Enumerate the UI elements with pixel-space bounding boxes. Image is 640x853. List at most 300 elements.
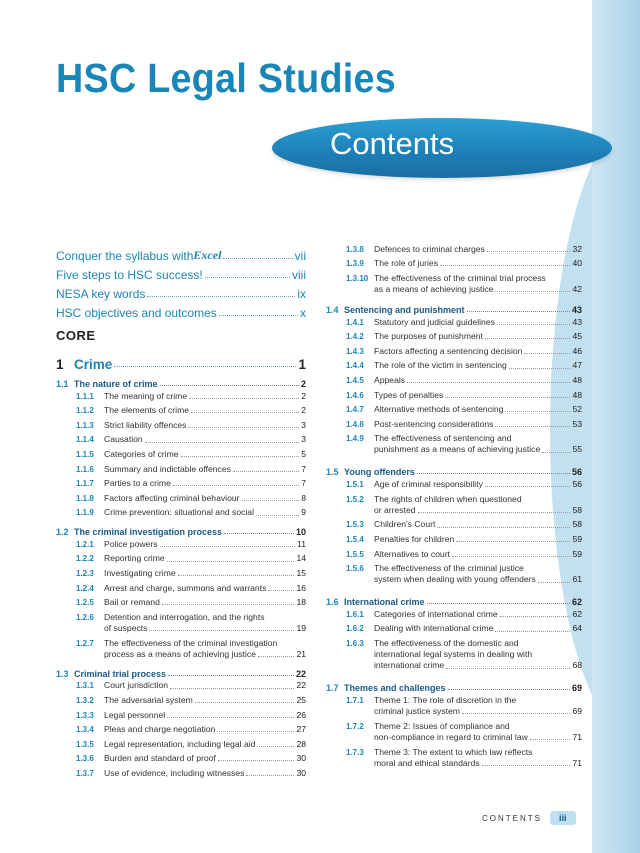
- toc-left-column: [56, 244, 306, 781]
- subsection-text: [374, 258, 582, 269]
- leader-dots: [542, 452, 570, 453]
- subsection-title-line: of suspects: [104, 622, 148, 633]
- chapter-number: 1: [56, 357, 64, 372]
- subsection-text: [374, 563, 582, 585]
- subsection-title-lastline: [104, 391, 306, 402]
- subsection-entry[interactable]: [76, 433, 306, 448]
- subsection-title-line: The rights of children when questioned: [374, 493, 522, 504]
- subsection-page: 59: [572, 533, 582, 544]
- subsection-entry[interactable]: [76, 693, 306, 708]
- subsection-title-line: or arrested: [374, 504, 416, 515]
- subsection-title-line: Appeals: [374, 374, 406, 385]
- subsection-title-lastline: [104, 405, 306, 416]
- subsection-title-lastline: [374, 706, 582, 717]
- leader-dots: [205, 277, 290, 278]
- subsection-page: 40: [572, 258, 582, 269]
- section-title: The nature of crime: [74, 379, 158, 389]
- subsection-title-lastline: [104, 583, 306, 594]
- subsection-page: 56: [572, 479, 582, 490]
- leader-dots: [427, 603, 570, 604]
- subsection-number: 1.1.2: [76, 406, 94, 416]
- subsection-text: [374, 375, 582, 386]
- right-sections: [326, 300, 582, 771]
- subsection-entry[interactable]: [346, 402, 582, 417]
- subsection-entry[interactable]: [346, 373, 582, 388]
- subsection-title-lastline: [104, 478, 306, 489]
- subsection-page: 55: [572, 444, 582, 455]
- leader-dots: [446, 668, 570, 669]
- subsection-number: 1.4.8: [346, 419, 364, 429]
- subsection-title-lastline: [104, 753, 306, 764]
- subsection-text: [104, 405, 306, 416]
- subsection-entry[interactable]: [76, 447, 306, 462]
- subsection-entry[interactable]: [346, 492, 582, 518]
- subsection-text: [374, 244, 582, 255]
- subsection-title-line: The effectiveness of the criminal justice: [374, 563, 524, 574]
- subsection-title-line: moral and ethical standards: [374, 757, 480, 768]
- subsection-number: 1.3.7: [76, 768, 94, 778]
- front-matter-entry[interactable]: [56, 282, 306, 301]
- subsection-title-line: Reporting crime: [104, 553, 165, 564]
- leader-dots: [149, 630, 294, 631]
- section-number: 1.7: [326, 683, 339, 694]
- subsection-title-line: Detention and interrogation, and the rights: [104, 611, 265, 622]
- section-title: International crime: [344, 597, 425, 608]
- subsection-number: 1.6.1: [346, 609, 364, 619]
- subsection-number: 1.4.1: [346, 317, 364, 327]
- subsection-entry[interactable]: [76, 462, 306, 477]
- leader-dots: [167, 561, 295, 562]
- leader-dots: [233, 471, 299, 472]
- subsection-entry[interactable]: [76, 476, 306, 491]
- subsection-number: 1.4.6: [346, 390, 364, 400]
- subsection-entry[interactable]: [76, 708, 306, 723]
- subsection-title-line: Factors affecting a sentencing decision: [374, 345, 523, 356]
- subsection-page: 46: [572, 345, 582, 356]
- leader-dots: [445, 397, 570, 398]
- subsection-title-line: Strict liability offences: [104, 419, 187, 430]
- subsection-number: 1.1.1: [76, 391, 94, 401]
- leader-dots: [485, 486, 571, 487]
- leader-dots: [495, 631, 570, 632]
- subsection-text: [374, 609, 582, 620]
- subsection-page: 42: [572, 284, 582, 295]
- subsection-text: [104, 583, 306, 594]
- subsection-text: [104, 539, 306, 550]
- subsection-title-line: The role of juries: [374, 258, 439, 269]
- subsection-entry[interactable]: [346, 719, 582, 745]
- subsection-number: 1.3.3: [76, 710, 94, 720]
- subsection-text: [374, 404, 582, 415]
- subsection-page: 61: [572, 574, 582, 585]
- subsection-title-lastline: [374, 574, 582, 585]
- subsection-number: 1.5.1: [346, 480, 364, 490]
- subsection-title-lastline: [104, 449, 306, 460]
- subsection-title-lastline: [374, 284, 582, 295]
- subsection-number: 1.5.5: [346, 549, 364, 559]
- subsection-title-line: Legal personnel: [104, 709, 166, 720]
- subsection-title-line: Alternatives to court: [374, 548, 450, 559]
- subsection-page: 45: [572, 331, 582, 342]
- subsection-title-line: international crime: [374, 660, 445, 671]
- subsection-page: 15: [296, 568, 306, 579]
- subsection-entry[interactable]: [76, 722, 306, 737]
- subsection-number: 1.1.7: [76, 479, 94, 489]
- subsection-number: 1.2.3: [76, 569, 94, 579]
- subsection-entry[interactable]: [346, 607, 582, 622]
- subsection-text: [104, 434, 306, 445]
- subsection-page: 69: [572, 706, 582, 717]
- subsection-number: 1.7.3: [346, 747, 364, 757]
- leader-dots: [467, 311, 570, 312]
- leader-dots: [268, 590, 294, 591]
- leader-dots: [418, 512, 571, 513]
- subsection-text: [104, 680, 306, 691]
- subsection-number: 1.6.2: [346, 624, 364, 634]
- chapter-entry[interactable]: [56, 350, 306, 372]
- subsection-number: 1.4.2: [346, 332, 364, 342]
- leader-dots: [257, 746, 294, 747]
- section-entry[interactable]: [326, 462, 582, 477]
- entry-title: HSC objectives and outcomes: [56, 306, 217, 320]
- subsection-entry[interactable]: [346, 330, 582, 345]
- subsection-page: 43: [572, 316, 582, 327]
- subsection-number: 1.3.8: [346, 244, 364, 254]
- subsection-text: [374, 419, 582, 430]
- leader-dots: [509, 368, 571, 369]
- section-number: 1.2: [56, 527, 69, 538]
- leader-dots: [224, 533, 294, 534]
- subsection-number: 1.5.2: [346, 494, 364, 504]
- subsection-entry[interactable]: [346, 693, 582, 719]
- subsection-title-line: Categories of crime: [104, 449, 179, 459]
- subsection-text: [374, 479, 582, 490]
- subsection-title-lastline: [374, 258, 582, 269]
- subsection-number: 1.5.3: [346, 520, 364, 530]
- leader-dots: [500, 616, 571, 617]
- section-entry[interactable]: [56, 522, 306, 537]
- subsection-text: [104, 710, 306, 721]
- subsection-number: 1.1.3: [76, 420, 94, 430]
- subsection-title-lastline: [374, 404, 582, 415]
- subsection-title-lastline: [374, 505, 582, 516]
- subsection-title-lastline: [104, 420, 306, 431]
- subsection-title-lastline: [104, 649, 306, 660]
- subsection-entry[interactable]: [346, 518, 582, 533]
- subsection-title-lastline: [104, 739, 306, 750]
- leader-dots: [440, 265, 570, 266]
- subsection-text: [104, 695, 306, 706]
- subsection-entry[interactable]: [346, 561, 582, 587]
- subsection-entry[interactable]: [346, 388, 582, 403]
- subsection-page: 53: [572, 418, 582, 429]
- subsection-number: 1.4.4: [346, 361, 364, 371]
- subsection-text: [374, 494, 582, 516]
- subsection-title-lastline: [104, 680, 306, 691]
- subsection-title-line: Crime prevention: situational and social: [104, 507, 254, 518]
- subsection-page: 47: [572, 360, 582, 371]
- subsection-text: [104, 612, 306, 634]
- section-page: 56: [571, 467, 582, 478]
- subsection-text: [374, 317, 582, 328]
- section-page: 43: [571, 304, 582, 315]
- subsection-number: 1.6.3: [346, 639, 364, 649]
- leader-dots: [242, 500, 300, 501]
- subsection-entry[interactable]: [76, 418, 306, 433]
- subsection-entry[interactable]: [76, 404, 306, 419]
- subsection-text: [104, 753, 306, 764]
- subsection-entry[interactable]: [76, 566, 306, 581]
- subsection-title-line: The elements of crime: [104, 405, 190, 416]
- entry-page: ix: [297, 287, 306, 301]
- subsection-entry[interactable]: [76, 636, 306, 662]
- section-number: 1.3: [56, 668, 69, 679]
- subsection-page: 26: [296, 709, 306, 720]
- front-matter-list: [56, 244, 306, 320]
- subsection-entry[interactable]: [76, 581, 306, 596]
- subsection-entry[interactable]: [76, 596, 306, 611]
- subsection-title-line: Post-sentencing considerations: [374, 418, 494, 429]
- subsection-title-lastline: [374, 758, 582, 769]
- subsection-number: 1.2.6: [76, 612, 94, 622]
- entry-page: x: [300, 306, 306, 320]
- subsection-title-line: The effectiveness of the criminal investigation: [104, 637, 278, 648]
- section-entry[interactable]: [326, 678, 582, 693]
- section-number: 1.4: [326, 304, 339, 315]
- subsection-entry[interactable]: [346, 532, 582, 547]
- subsection-number: 1.3.6: [76, 754, 94, 764]
- leader-dots: [407, 382, 570, 383]
- leader-dots: [530, 739, 571, 740]
- subsection-page: 8: [301, 492, 306, 503]
- section-number: 1.6: [326, 597, 339, 608]
- subsection-title-lastline: [374, 317, 582, 328]
- subsection-title-line: Theme 1: The role of discretion in the: [374, 695, 517, 706]
- page-footer: [482, 811, 576, 825]
- subsection-page: 25: [296, 694, 306, 705]
- entry-page: vii: [294, 249, 306, 263]
- subsection-entry[interactable]: [76, 552, 306, 567]
- leader-dots: [452, 556, 570, 557]
- chapter-title: Crime: [74, 357, 113, 372]
- subsection-text: [374, 519, 582, 530]
- subsection-number: 1.4.5: [346, 375, 364, 385]
- leader-dots: [178, 575, 295, 576]
- subsection-entry[interactable]: [76, 679, 306, 694]
- subsection-title-line: Alternative methods of sentencing: [374, 404, 504, 415]
- left-sections: [56, 374, 306, 781]
- subsection-page: 64: [572, 623, 582, 634]
- subsection-page: 48: [572, 374, 582, 385]
- subsection-title-line: Categories of international crime: [374, 608, 498, 619]
- subsection-title-line: Types of penalties: [374, 389, 444, 400]
- subsection-entry[interactable]: [76, 737, 306, 752]
- subsection-title-line: The effectiveness of the domestic and: [374, 638, 519, 649]
- subsection-entry[interactable]: [346, 359, 582, 374]
- subsection-title-line: Children's Court: [374, 519, 436, 530]
- subsection-title-lastline: [374, 479, 582, 490]
- toc-right-column: [326, 242, 582, 771]
- front-matter-entry[interactable]: [56, 263, 306, 282]
- section-entry[interactable]: [326, 592, 582, 607]
- subsection-number: 1.2.2: [76, 554, 94, 564]
- subsection-number: 1.4.3: [346, 346, 364, 356]
- section-number: 1.5: [326, 467, 339, 478]
- subsection-page: 9: [301, 507, 306, 518]
- subsection-title-lastline: [104, 539, 306, 550]
- subsection-entry[interactable]: [346, 257, 582, 272]
- right-lead-subsections: [326, 242, 582, 297]
- subsection-text: [374, 638, 582, 672]
- subsection-title-line: Arrest and charge, summons and warrants: [104, 582, 267, 593]
- section-page: 69: [571, 683, 582, 694]
- section-page: 2: [300, 379, 306, 389]
- subsection-text: [104, 493, 306, 504]
- subsection-entry[interactable]: [76, 610, 306, 636]
- subsection-number: 1.4.9: [346, 434, 364, 444]
- subsection-title-lastline: [374, 419, 582, 430]
- subsection-page: 58: [572, 519, 582, 530]
- leader-dots: [497, 324, 571, 325]
- subsection-title-line: Court jurisdiction: [104, 680, 168, 691]
- subsection-page: 48: [572, 389, 582, 400]
- subsection-number: 1.3.10: [346, 273, 369, 283]
- subsection-number: 1.1.8: [76, 493, 94, 503]
- subsection-entry[interactable]: [346, 477, 582, 492]
- subsection-entry[interactable]: [76, 766, 306, 781]
- subsection-title-line: Investigating crime: [104, 568, 176, 579]
- subsection-title-lastline: [104, 493, 306, 504]
- subsection-title-line: punishment as a means of achieving justice: [374, 444, 541, 455]
- subsection-page: 2: [301, 405, 306, 416]
- subsection-page: 3: [301, 434, 306, 445]
- subsection-page: 58: [572, 504, 582, 515]
- subsection-number: 1.4.7: [346, 405, 364, 415]
- leader-dots: [417, 473, 570, 474]
- subsection-page: 18: [296, 597, 306, 608]
- section-entry[interactable]: [56, 374, 306, 389]
- subsection-text: [104, 507, 306, 518]
- subsection-title-line: Dealing with international crime: [374, 623, 494, 634]
- subsection-title-line: The effectiveness of sentencing and: [374, 433, 512, 444]
- subsection-entry[interactable]: [76, 752, 306, 767]
- subsection-number: 1.2.4: [76, 583, 94, 593]
- subsection-page: 21: [296, 648, 306, 659]
- entry-title: Conquer the syllabus with: [56, 249, 194, 263]
- front-matter-entry[interactable]: [56, 244, 306, 263]
- leader-dots: [160, 546, 296, 547]
- section-title: The criminal investigation process: [74, 527, 223, 538]
- leader-dots: [223, 258, 292, 259]
- subsection-page: 68: [572, 660, 582, 671]
- subsection-number: 1.1.6: [76, 464, 94, 474]
- leader-dots: [217, 731, 294, 732]
- subsection-title-line: international legal systems in dealing with: [374, 649, 533, 660]
- subsection-title-lastline: [374, 609, 582, 620]
- subsection-title-lastline: [374, 360, 582, 371]
- subsection-entry[interactable]: [76, 491, 306, 506]
- subsection-entry[interactable]: [346, 242, 582, 257]
- subsection-text: [104, 568, 306, 579]
- leader-dots: [173, 485, 299, 486]
- subsection-entry[interactable]: [346, 745, 582, 771]
- subsection-entry[interactable]: [346, 622, 582, 637]
- section-entry[interactable]: [326, 300, 582, 315]
- subsection-title-line: Parties to a crime: [104, 478, 171, 489]
- subsection-entry[interactable]: [346, 417, 582, 432]
- subsection-number: 1.3.5: [76, 739, 94, 749]
- leader-dots: [462, 713, 570, 714]
- section-title: Sentencing and punishment: [344, 304, 465, 315]
- subsection-text: [104, 449, 306, 460]
- subsection-number: 1.1.9: [76, 508, 94, 518]
- subsection-entry[interactable]: [76, 506, 306, 521]
- subsection-entry[interactable]: [346, 344, 582, 359]
- subsection-title-lastline: [104, 710, 306, 721]
- section-entry[interactable]: [56, 664, 306, 679]
- subsection-page: 59: [572, 548, 582, 559]
- subsection-text: [104, 724, 306, 735]
- subsection-number: 1.1.5: [76, 450, 94, 459]
- subsection-title-line: criminal justice system: [374, 706, 460, 717]
- subsection-text: [104, 638, 306, 660]
- subsection-page: 16: [296, 582, 306, 593]
- leader-dots: [256, 515, 299, 516]
- subsection-title-line: non-compliance in regard to criminal law: [374, 732, 528, 743]
- subsection-entry[interactable]: [346, 636, 582, 673]
- subsection-page: 52: [572, 404, 582, 415]
- subsection-page: 28: [296, 738, 306, 749]
- subsection-title-line: Factors affecting criminal behaviour: [104, 492, 240, 503]
- subsection-title-line: Statutory and judicial guidelines: [374, 316, 495, 327]
- leader-dots: [114, 366, 296, 367]
- subsection-page: 2: [301, 390, 306, 401]
- subsection-title-lastline: [104, 553, 306, 564]
- subsection-title-lastline: [374, 444, 582, 455]
- subsection-page: 30: [296, 753, 306, 764]
- subsection-title-lastline: [374, 519, 582, 530]
- subsection-title-line: Theme 2: Issues of compliance and: [374, 720, 510, 731]
- leader-dots: [485, 338, 571, 339]
- leader-dots: [145, 442, 300, 443]
- subsection-number: 1.5.6: [346, 564, 364, 574]
- leader-dots: [246, 775, 294, 776]
- subsection-page: 62: [572, 608, 582, 619]
- subsection-text: [374, 360, 582, 371]
- subsection-entry[interactable]: [346, 271, 582, 297]
- subsection-entry[interactable]: [346, 315, 582, 330]
- subsection-number: 1.3.4: [76, 725, 94, 735]
- subsection-title-line: Bail or remand: [104, 597, 160, 608]
- subsection-title-lastline: [374, 660, 582, 671]
- leader-dots: [505, 411, 570, 412]
- subsection-text: [374, 721, 582, 743]
- subsection-number: 1.1.4: [76, 435, 94, 445]
- subsection-page: 30: [296, 767, 306, 778]
- leader-dots: [189, 398, 299, 399]
- front-matter-entry[interactable]: [56, 301, 306, 320]
- subsection-entry[interactable]: [346, 547, 582, 562]
- subsection-entry[interactable]: [76, 389, 306, 404]
- subsection-text: [104, 464, 306, 475]
- subsection-entry[interactable]: [346, 432, 582, 458]
- subsection-page: 71: [572, 757, 582, 768]
- subsection-text: [104, 420, 306, 431]
- subsection-entry[interactable]: [76, 537, 306, 552]
- subsection-text: [374, 695, 582, 717]
- subsection-page: 7: [301, 463, 306, 474]
- contents-banner-label: Contents: [330, 126, 455, 161]
